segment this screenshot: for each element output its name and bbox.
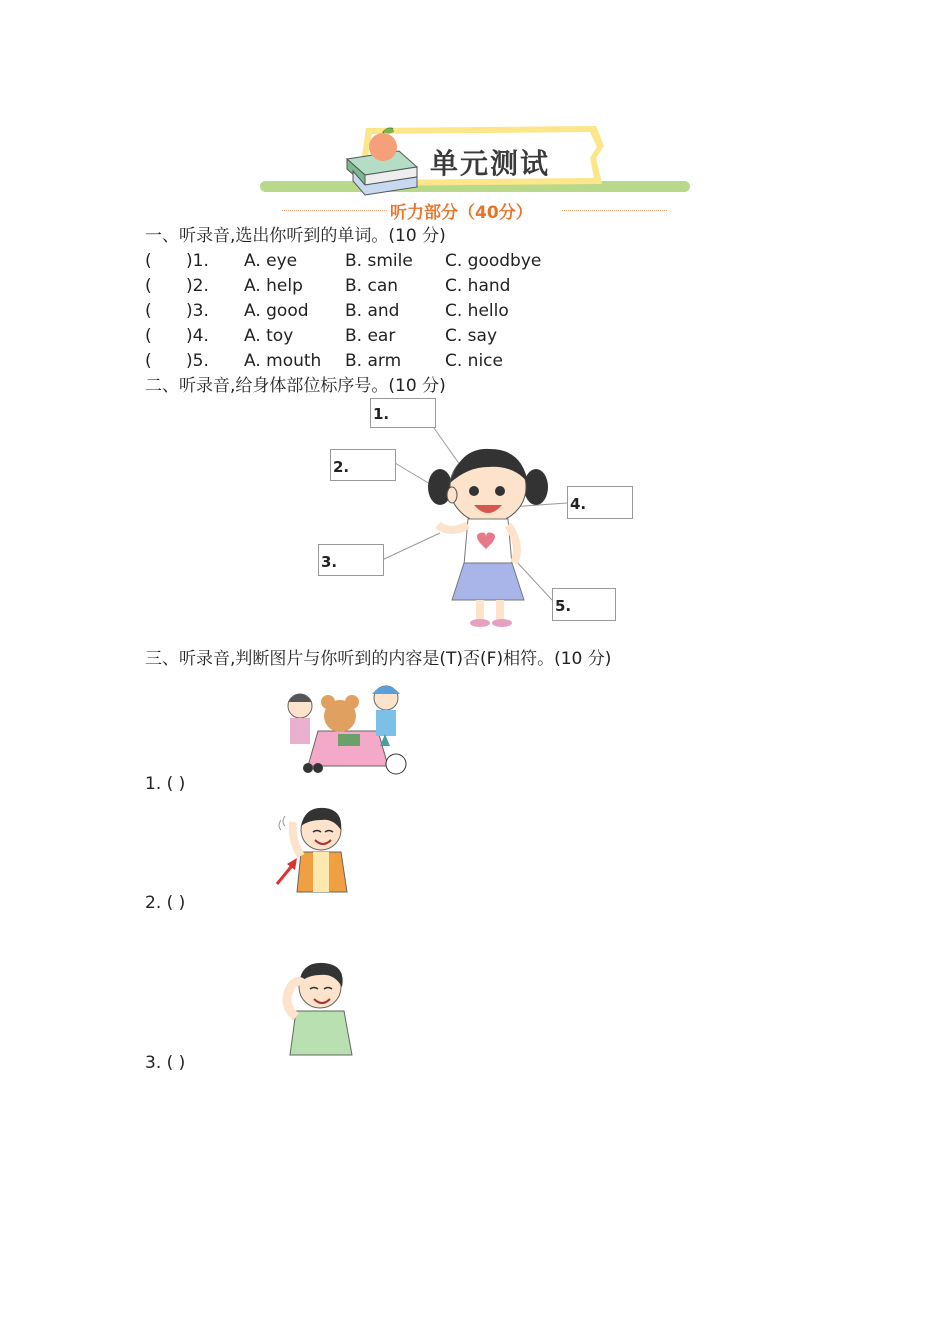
books-icon bbox=[343, 125, 423, 197]
question-number: )4. bbox=[186, 326, 209, 346]
option-b: B. can bbox=[345, 276, 399, 296]
label-box-number: 4. bbox=[570, 495, 587, 513]
option-a: A. mouth bbox=[244, 351, 322, 371]
option-c: C. goodbye bbox=[445, 251, 542, 271]
boy-waving-picture bbox=[275, 800, 355, 895]
option-a: A. good bbox=[244, 301, 309, 321]
tf-item-2[interactable]: 2. ( ) bbox=[145, 893, 186, 913]
label-box-number: 5. bbox=[555, 597, 572, 615]
subtitle-dotted-right bbox=[562, 210, 667, 211]
section1-heading: 一、听录音,选出你听到的单词。(10 分) bbox=[145, 226, 446, 246]
question-number: )2. bbox=[186, 276, 209, 296]
option-b: B. smile bbox=[345, 251, 413, 271]
label-box-number: 2. bbox=[333, 458, 350, 476]
label-box-number: 3. bbox=[321, 553, 338, 571]
answer-paren-open[interactable]: ( bbox=[145, 301, 152, 321]
section2-heading: 二、听录音,给身体部位标序号。(10 分) bbox=[145, 376, 446, 396]
option-c: C. nice bbox=[445, 351, 503, 371]
answer-paren-open[interactable]: ( bbox=[145, 351, 152, 371]
answer-paren-open[interactable]: ( bbox=[145, 326, 152, 346]
page-title: 单元测试 bbox=[430, 147, 551, 180]
tf-item-3[interactable]: 3. ( ) bbox=[145, 1053, 186, 1073]
option-a: A. toy bbox=[244, 326, 294, 346]
option-c: C. hand bbox=[445, 276, 511, 296]
label-box-2[interactable] bbox=[330, 449, 396, 481]
label-box-3[interactable] bbox=[318, 544, 384, 576]
boy-touching-head-picture bbox=[272, 955, 357, 1057]
option-b: B. ear bbox=[345, 326, 396, 346]
label-box-1[interactable] bbox=[370, 398, 436, 428]
option-a: A. eye bbox=[244, 251, 298, 271]
label-box-number: 1. bbox=[373, 405, 390, 423]
label-box-4[interactable] bbox=[567, 486, 633, 519]
section-subtitle: 听力部分（40分） bbox=[390, 203, 533, 223]
option-b: B. arm bbox=[345, 351, 402, 371]
section3-heading: 三、听录音,判断图片与你听到的内容是(T)否(F)相符。(10 分) bbox=[145, 649, 612, 669]
option-a: A. help bbox=[244, 276, 303, 296]
answer-paren-open[interactable]: ( bbox=[145, 276, 152, 296]
tf-item-1[interactable]: 1. ( ) bbox=[145, 774, 186, 794]
kids-toys-picture bbox=[278, 676, 418, 776]
option-b: B. and bbox=[345, 301, 400, 321]
label-box-5[interactable] bbox=[552, 588, 616, 621]
subtitle-dotted-left bbox=[282, 210, 387, 211]
question-number: )5. bbox=[186, 351, 209, 371]
question-number: )1. bbox=[186, 251, 209, 271]
question-number: )3. bbox=[186, 301, 209, 321]
option-c: C. hello bbox=[445, 301, 509, 321]
option-c: C. say bbox=[445, 326, 498, 346]
answer-paren-open[interactable]: ( bbox=[145, 251, 152, 271]
